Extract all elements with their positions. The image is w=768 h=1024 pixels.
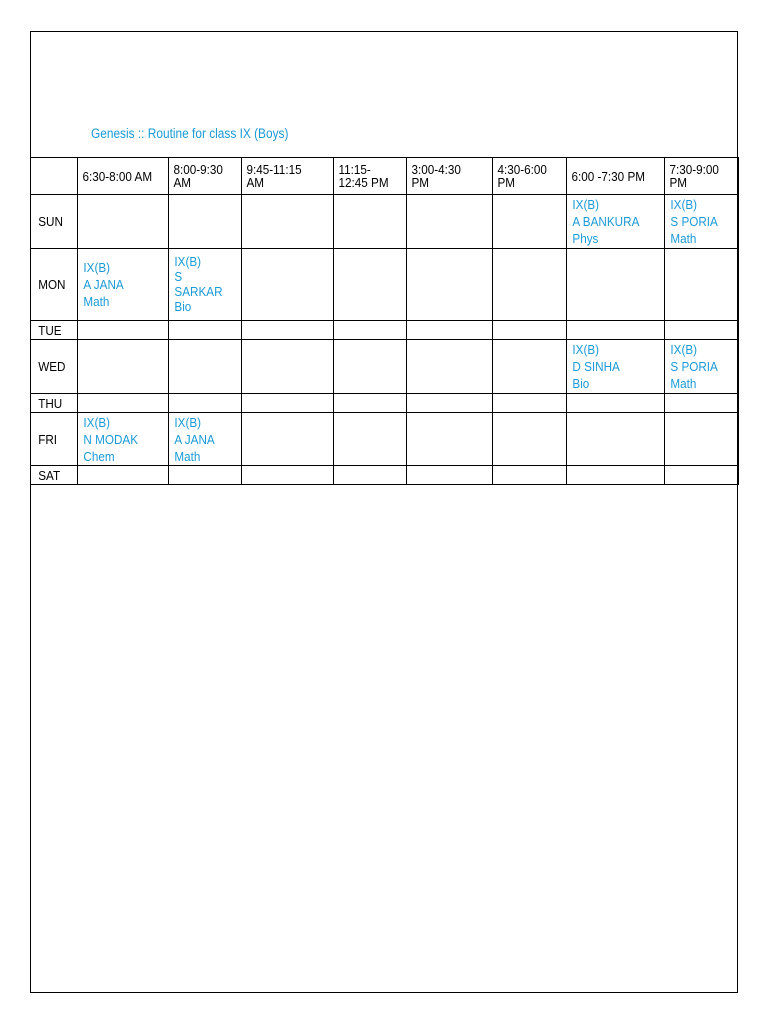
schedule-cell — [407, 394, 493, 413]
schedule-cell — [567, 321, 665, 340]
schedule-cell — [493, 321, 567, 340]
schedule-cell — [78, 466, 169, 485]
schedule-cell — [665, 394, 739, 413]
schedule-cell — [407, 195, 493, 249]
schedule-cell — [493, 466, 567, 485]
schedule-cell: IX(B) S PORIA Math — [665, 195, 739, 249]
day-label: THU — [31, 394, 78, 413]
schedule-cell — [567, 394, 665, 413]
schedule-cell — [493, 394, 567, 413]
schedule-cell: IX(B) D SINHA Bio — [567, 340, 665, 394]
schedule-cell — [78, 394, 169, 413]
table-row — [31, 249, 739, 321]
schedule-cell — [334, 413, 407, 466]
schedule-cell: IX(B) S SARKAR Bio — [169, 249, 242, 321]
schedule-cell — [665, 466, 739, 485]
schedule-cell — [169, 195, 242, 249]
routine-table — [30, 157, 739, 485]
schedule-cell — [407, 340, 493, 394]
header-cell-slot-1: 6:30-8:00 AM — [78, 158, 169, 195]
schedule-cell: IX(B) A BANKURA Phys — [567, 195, 665, 249]
schedule-cell — [334, 249, 407, 321]
day-label: FRI — [31, 413, 78, 466]
schedule-cell — [242, 466, 334, 485]
schedule-cell — [169, 394, 242, 413]
schedule-cell — [407, 249, 493, 321]
schedule-cell — [407, 321, 493, 340]
schedule-cell — [407, 413, 493, 466]
schedule-cell — [567, 413, 665, 466]
schedule-cell — [78, 321, 169, 340]
schedule-cell — [334, 340, 407, 394]
header-cell-slot-4: 11:15- 12:45 PM — [334, 158, 407, 195]
table-row — [31, 394, 739, 413]
table-row — [31, 413, 739, 466]
schedule-cell — [567, 466, 665, 485]
schedule-cell — [78, 195, 169, 249]
day-label: MON — [31, 249, 78, 321]
day-label: SAT — [31, 466, 78, 485]
schedule-cell — [242, 195, 334, 249]
schedule-cell: IX(B) N MODAK Chem — [78, 413, 169, 466]
header-cell-slot-5: 3:00-4:30 PM — [407, 158, 493, 195]
schedule-cell — [334, 321, 407, 340]
schedule-cell — [242, 394, 334, 413]
schedule-cell — [493, 249, 567, 321]
schedule-cell — [242, 321, 334, 340]
day-label: SUN — [31, 195, 78, 249]
schedule-cell — [169, 321, 242, 340]
schedule-cell: IX(B) A JANA Math — [169, 413, 242, 466]
table-row — [31, 195, 739, 249]
schedule-cell — [407, 466, 493, 485]
schedule-cell — [665, 249, 739, 321]
schedule-cell — [334, 195, 407, 249]
table-row — [31, 466, 739, 485]
schedule-cell — [493, 340, 567, 394]
schedule-cell — [169, 340, 242, 394]
table-row — [31, 340, 739, 394]
header-cell-slot-2: 8:00-9:30 AM — [169, 158, 242, 195]
schedule-cell — [242, 340, 334, 394]
schedule-cell — [169, 466, 242, 485]
schedule-cell — [665, 321, 739, 340]
header-cell-slot-7: 6:00 -7:30 PM — [567, 158, 665, 195]
schedule-cell — [242, 413, 334, 466]
schedule-cell: IX(B) A JANA Math — [78, 249, 169, 321]
schedule-cell — [493, 195, 567, 249]
day-label: TUE — [31, 321, 78, 340]
schedule-cell — [334, 394, 407, 413]
day-label: WED — [31, 340, 78, 394]
header-cell-slot-3: 9:45-11:15 AM — [242, 158, 334, 195]
document-title: Genesis :: Routine for class IX (Boys) — [91, 126, 289, 141]
schedule-cell — [242, 249, 334, 321]
table-row — [31, 321, 739, 340]
header-row — [31, 158, 739, 195]
header-cell-slot-8: 7:30-9:00 PM — [665, 158, 739, 195]
schedule-cell — [665, 413, 739, 466]
schedule-cell — [567, 249, 665, 321]
header-cell-corner — [31, 158, 78, 195]
schedule-cell — [78, 340, 169, 394]
schedule-cell — [334, 466, 407, 485]
schedule-cell — [493, 413, 567, 466]
header-cell-slot-6: 4:30-6:00 PM — [493, 158, 567, 195]
schedule-cell: IX(B) S PORIA Math — [665, 340, 739, 394]
